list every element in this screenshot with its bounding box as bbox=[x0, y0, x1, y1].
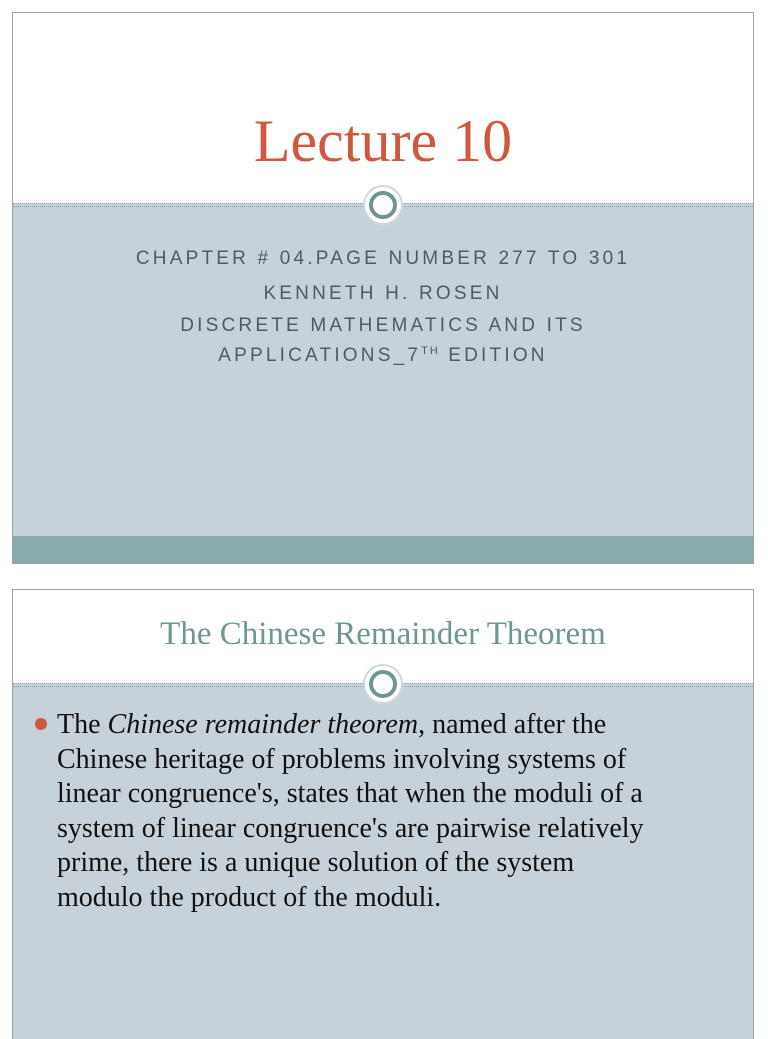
subtitle-author-line: KENNETH H. ROSEN bbox=[263, 283, 503, 304]
slide-footer-bar bbox=[13, 536, 753, 563]
bullet-list bbox=[35, 708, 735, 916]
ring-ornament-icon bbox=[363, 185, 403, 225]
bullet-text-plain: , named after the bbox=[418, 709, 607, 740]
lecture-title: Lecture 10 bbox=[253, 108, 513, 174]
bullet-line: Chinese heritage of problems involving systems of bbox=[57, 743, 627, 775]
edition-text: APPLICATIONS_7 bbox=[218, 345, 422, 366]
subtitle-book-line: DISCRETE MATHEMATICS AND ITS bbox=[180, 315, 586, 336]
list-item bbox=[35, 708, 735, 916]
bullet-line bbox=[57, 708, 735, 743]
bullet-dot-icon bbox=[35, 718, 47, 730]
bullet-line: prime, there is a unique solution of the system bbox=[57, 847, 575, 879]
lecture-subtitle bbox=[13, 241, 753, 371]
subtitle-edition-line bbox=[13, 341, 753, 371]
bullet-text bbox=[57, 708, 735, 916]
slide-title: The Chinese Remainder Theorem bbox=[160, 616, 606, 652]
bullet-text-italic: Chinese remainder theorem bbox=[107, 709, 419, 740]
edition-superscript: TH bbox=[421, 345, 440, 357]
ring-ornament-icon bbox=[363, 664, 403, 704]
edition-suffix: EDITION bbox=[439, 345, 548, 366]
content-slide bbox=[12, 589, 754, 1039]
bullet-line: modulo the product of the moduli. bbox=[57, 881, 442, 913]
bullet-line: system of linear congruence's are pairwise relatively bbox=[57, 812, 644, 844]
subtitle-chapter-line: CHAPTER # 04.PAGE NUMBER 277 TO 301 bbox=[135, 248, 631, 269]
title-slide bbox=[12, 12, 754, 564]
bullet-line: linear congruence's, states that when the moduli of a bbox=[57, 778, 643, 810]
bullet-text-plain: The bbox=[57, 709, 108, 740]
